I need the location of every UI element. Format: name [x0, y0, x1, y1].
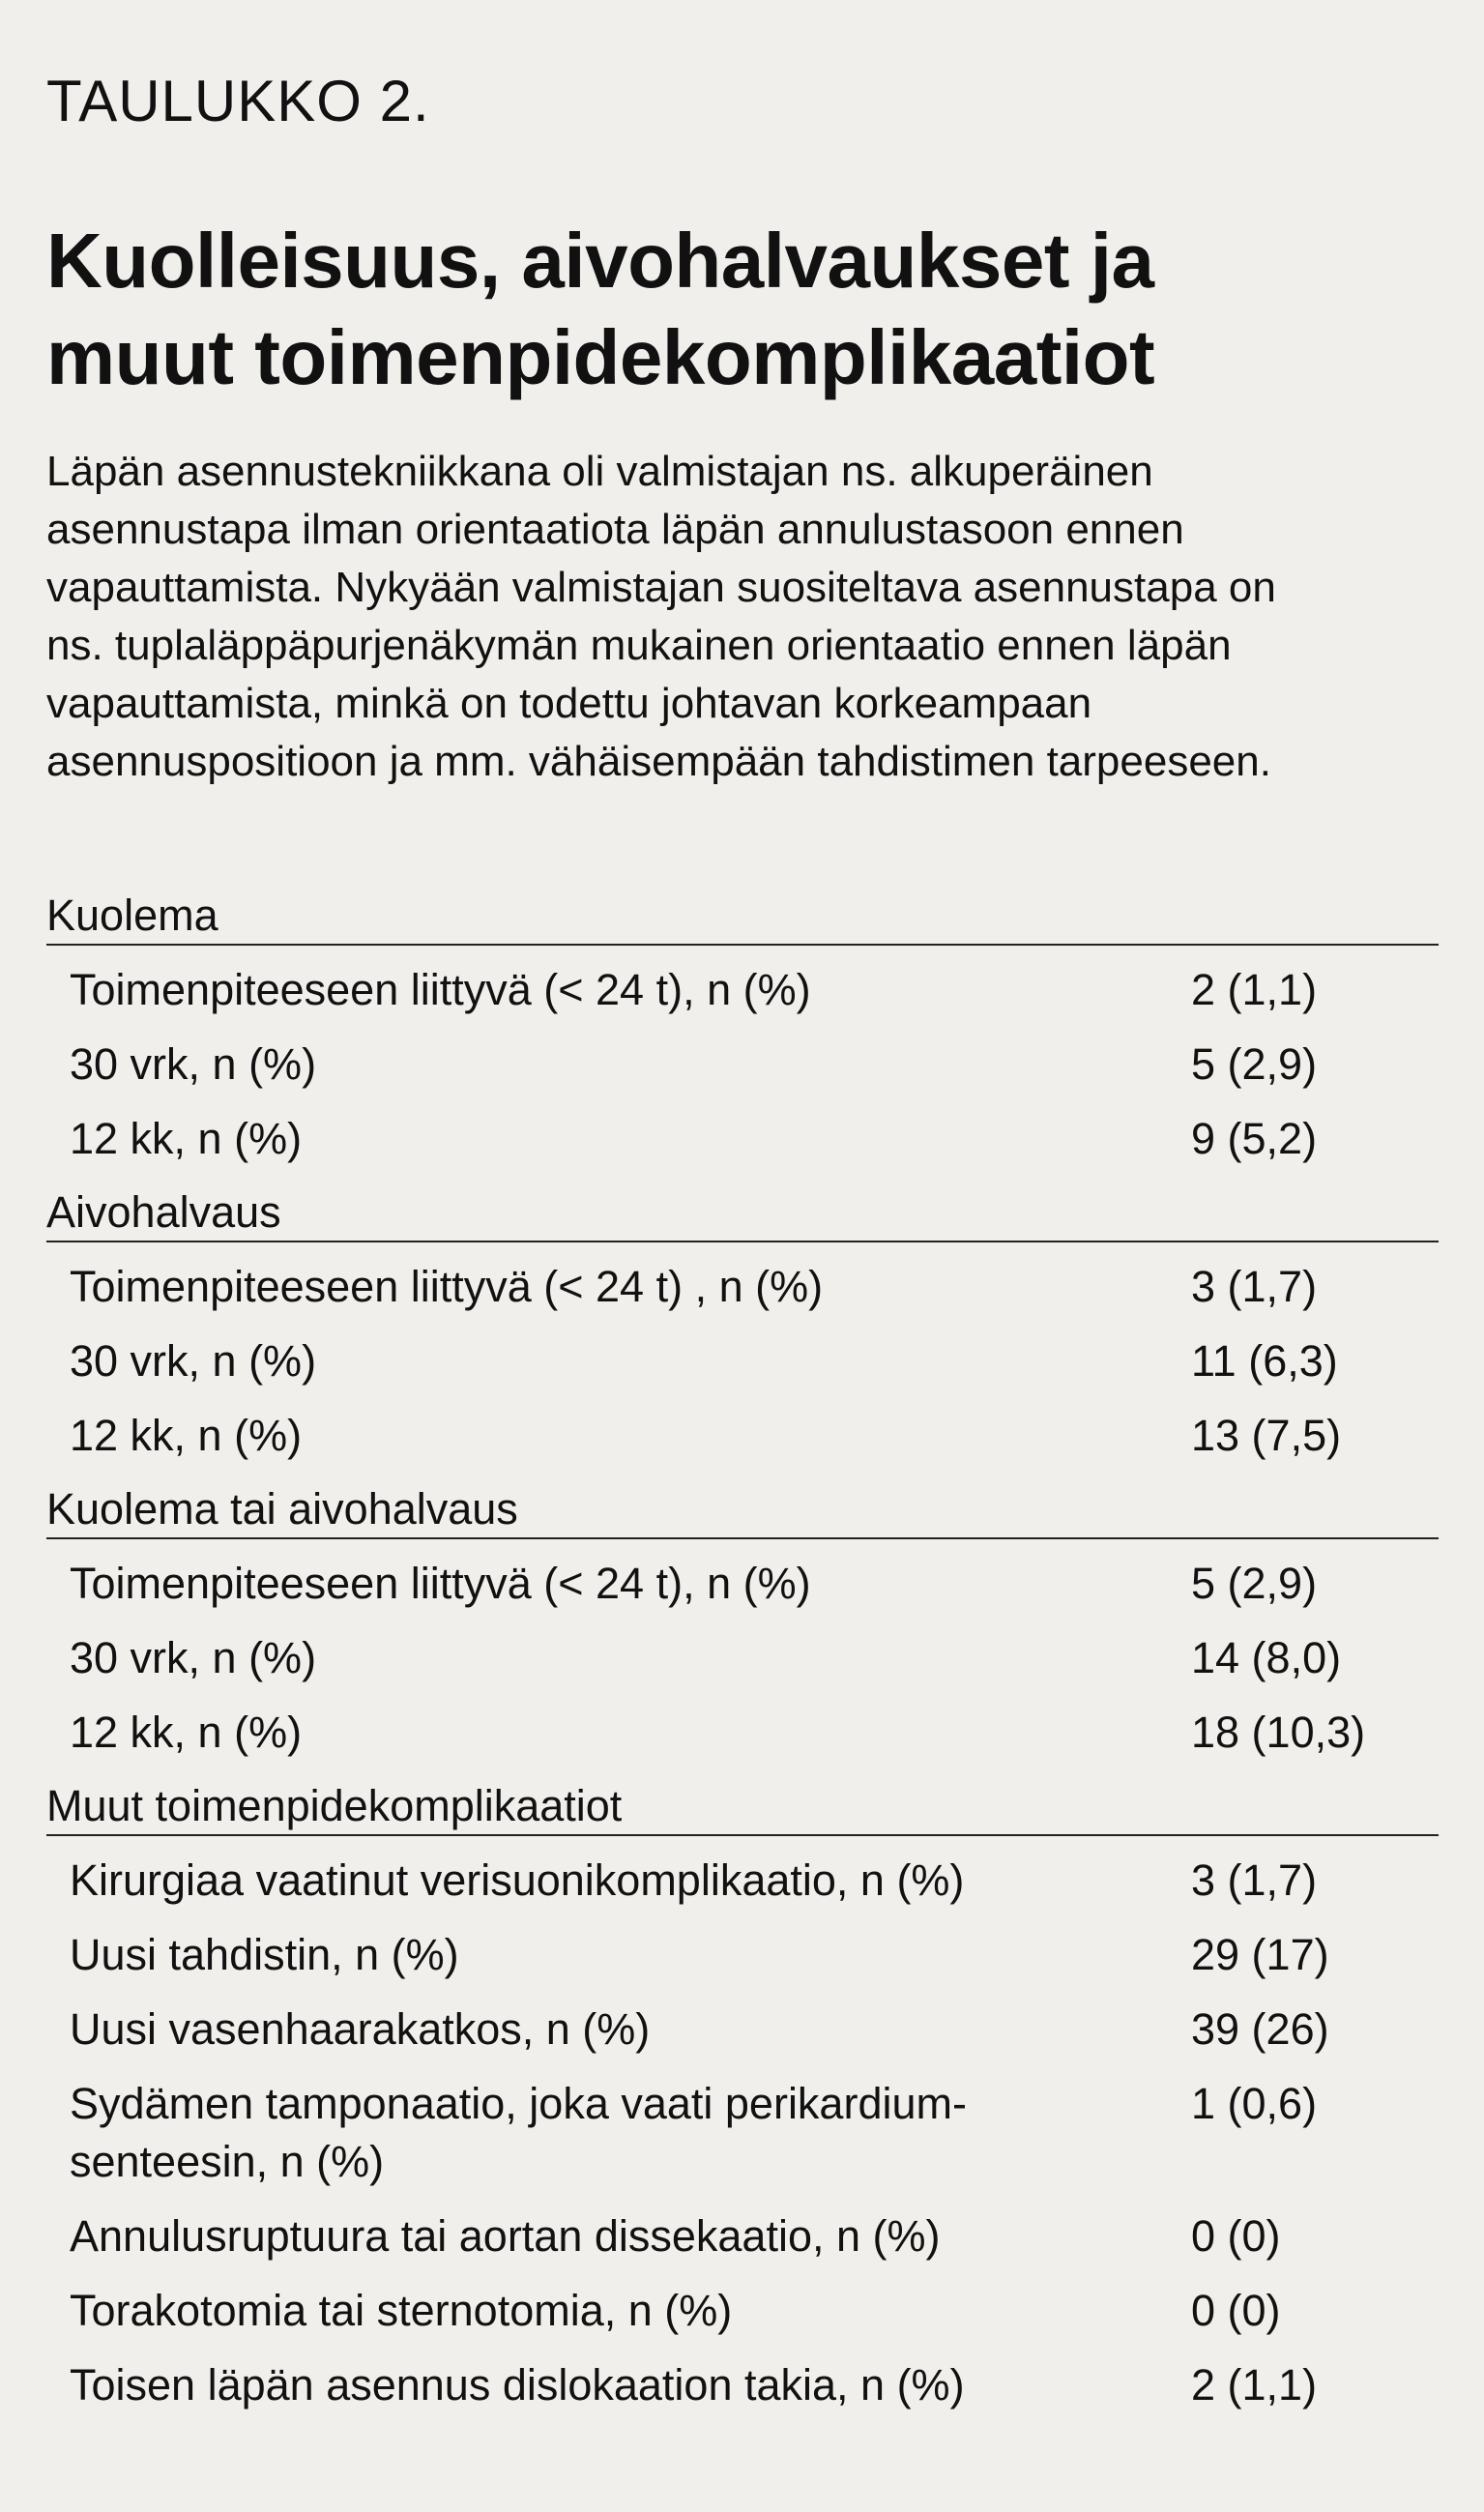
row-value: 9 (5,2): [1191, 1114, 1318, 1163]
row-label: 12 kk, n (%): [70, 1708, 303, 1757]
row-label: Kirurgiaa vaatinut verisuonikomplikaatio, n (%): [70, 1855, 965, 1905]
table-row: [46, 1036, 1439, 1110]
section-heading: Muut toimenpidekomplikaatiot: [46, 1778, 1439, 1836]
row-value: 11 (6,3): [1191, 1336, 1338, 1386]
row-value: 3 (1,7): [1191, 1855, 1318, 1905]
table-row: [46, 1555, 1439, 1629]
table-row: [46, 1258, 1439, 1332]
row-value: 3 (1,7): [1191, 1262, 1318, 1311]
table-row: [46, 1332, 1439, 1407]
row-label: Toisen läpän asennus dislokaation takia, n (%): [70, 2360, 965, 2410]
row-value: 5 (2,9): [1191, 1039, 1318, 1089]
row-label: 12 kk, n (%): [70, 1114, 303, 1163]
row-value: 1 (0,6): [1191, 2079, 1318, 2128]
description-line: ns. tuplaläppäpurjenäkymän mukainen orientaatio ennen läpän: [46, 622, 1232, 669]
row-label: Annulusruptuura tai aortan dissekaatio, n (%): [70, 2211, 941, 2261]
table-row: [46, 1704, 1439, 1778]
row-value: 2 (1,1): [1191, 965, 1318, 1014]
row-value: 0 (0): [1191, 2286, 1281, 2335]
table-row: [46, 2075, 1439, 2207]
table-row: [46, 2356, 1439, 2431]
row-value: 39 (26): [1191, 2004, 1329, 2054]
table-row: [46, 1110, 1439, 1184]
section-kuolema: [46, 888, 1439, 1184]
row-value: 0 (0): [1191, 2211, 1281, 2261]
outcomes-table: [46, 888, 1439, 2431]
title-line: Kuolleisuus, aivohalvaukset ja: [46, 218, 1154, 304]
row-value: 29 (17): [1191, 1930, 1329, 1979]
table-row: [46, 2207, 1439, 2282]
row-value: 18 (10,3): [1191, 1708, 1366, 1757]
table-row: [46, 1926, 1439, 2001]
description-line: asennustapa ilman orientaatiota läpän annulustasoon ennen: [46, 506, 1184, 553]
row-label: Toimenpiteeseen liittyvä (< 24 t) , n (%): [70, 1262, 824, 1311]
section-heading: Kuolema: [46, 888, 1439, 946]
table-description: [46, 443, 1439, 791]
description-line: asennuspositioon ja mm. vähäisempään tahdistimen tarpeeseen.: [46, 738, 1271, 785]
table-row: [46, 2001, 1439, 2075]
row-label: 30 vrk, n (%): [70, 1039, 317, 1089]
row-label-line: senteesin, n (%): [70, 2137, 385, 2186]
row-label: Uusi tahdistin, n (%): [70, 1930, 459, 1979]
table-row: [46, 961, 1439, 1036]
row-label: 12 kk, n (%): [70, 1411, 303, 1460]
table-row: [46, 1629, 1439, 1704]
description-line: vapauttamista. Nykyään valmistajan suositeltava asennustapa on: [46, 564, 1276, 611]
row-label: [70, 2075, 1191, 2207]
row-value: 13 (7,5): [1191, 1411, 1342, 1460]
description-line: vapauttamista, minkä on todettu johtavan korkeampaan: [46, 680, 1092, 727]
section-aivohalvaus: [46, 1184, 1439, 1481]
row-label: 30 vrk, n (%): [70, 1336, 317, 1386]
row-label: Toimenpiteeseen liittyvä (< 24 t), n (%): [70, 965, 811, 1014]
section-muut-toimenpidekomplikaatiot: [46, 1778, 1439, 2431]
description-line: Läpän asennustekniikkana oli valmistajan ns. alkuperäinen: [46, 448, 1153, 495]
table-number-label: TAULUKKO 2.: [46, 69, 430, 133]
row-label: 30 vrk, n (%): [70, 1633, 317, 1682]
table-row: [46, 1852, 1439, 1926]
row-value: 14 (8,0): [1191, 1633, 1342, 1682]
table-title: [46, 213, 1419, 406]
row-label: Uusi vasenhaarakatkos, n (%): [70, 2004, 651, 2054]
row-value: 5 (2,9): [1191, 1559, 1318, 1608]
title-line: muut toimenpidekomplikaatiot: [46, 314, 1155, 400]
section-heading: Aivohalvaus: [46, 1184, 1439, 1242]
row-label: Toimenpiteeseen liittyvä (< 24 t), n (%): [70, 1559, 811, 1608]
row-label: Torakotomia tai sternotomia, n (%): [70, 2286, 733, 2335]
section-kuolema-tai-aivohalvaus: [46, 1481, 1439, 1778]
table-row: [46, 2282, 1439, 2356]
section-heading: Kuolema tai aivohalvaus: [46, 1481, 1439, 1539]
row-value: 2 (1,1): [1191, 2360, 1318, 2410]
table-row: [46, 1407, 1439, 1481]
row-label-line: Sydämen tamponaatio, joka vaati perikardium-: [70, 2079, 967, 2128]
